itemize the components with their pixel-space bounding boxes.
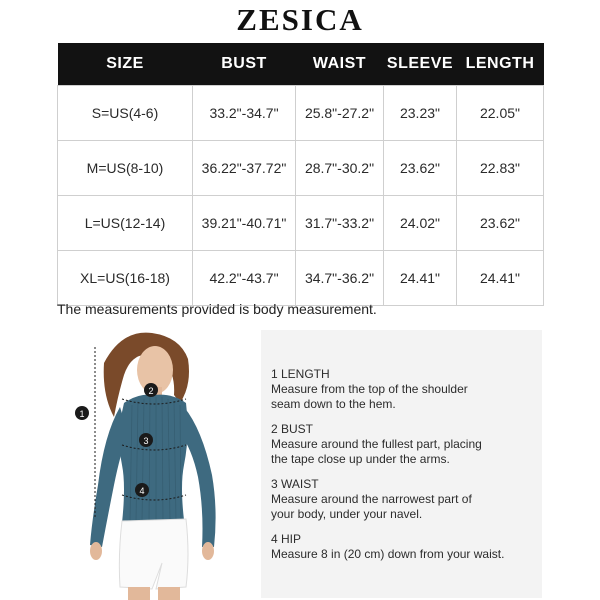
right-hand	[202, 542, 214, 560]
cell-length: 22.83"	[457, 141, 544, 196]
cell-sleeve: 23.62"	[384, 141, 457, 196]
svg-text:1: 1	[79, 409, 85, 419]
marker-bust	[144, 383, 158, 397]
guide-bust	[271, 422, 533, 467]
table-row	[58, 196, 544, 251]
measurement-guide	[271, 367, 533, 572]
guide-desc: Measure around the narrowest part of	[271, 492, 472, 506]
cell-sleeve: 23.23"	[384, 86, 457, 141]
table-header-row	[58, 43, 544, 86]
cell-size: M=US(8-10)	[58, 141, 193, 196]
guide-title: 1 LENGTH	[271, 367, 330, 381]
header-length: LENGTH	[457, 43, 544, 86]
table-row	[58, 141, 544, 196]
header-waist: WAIST	[296, 43, 384, 86]
cell-bust: 42.2"-43.7"	[193, 251, 296, 306]
header-bust: BUST	[193, 43, 296, 86]
cell-waist: 28.7"-30.2"	[296, 141, 384, 196]
brand-logo: ZESICA	[236, 2, 364, 37]
header-size: SIZE	[58, 43, 193, 86]
cell-waist: 31.7"-33.2"	[296, 196, 384, 251]
model-figure	[90, 333, 216, 600]
guide-hip	[271, 532, 533, 562]
cell-size: XL=US(16-18)	[58, 251, 193, 306]
cell-length: 22.05"	[457, 86, 544, 141]
cell-length: 24.41"	[457, 251, 544, 306]
marker-length	[75, 406, 89, 420]
svg-text:4: 4	[139, 486, 145, 496]
cell-bust: 39.21"-40.71"	[193, 196, 296, 251]
left-leg	[128, 587, 150, 600]
cell-sleeve: 24.02"	[384, 196, 457, 251]
table-row	[58, 251, 544, 306]
right-leg	[158, 587, 180, 600]
guide-desc: Measure 8 in (20 cm) down from your waist.	[271, 547, 505, 561]
guide-length	[271, 367, 533, 412]
guide-title: 4 HIP	[271, 532, 302, 546]
guide-desc: Measure from the top of the shoulder	[271, 382, 468, 396]
guide-desc: Measure around the fullest part, placing	[271, 437, 482, 451]
guide-title: 3 WAIST	[271, 477, 319, 491]
guide-title: 2 BUST	[271, 422, 314, 436]
cell-waist: 25.8"-27.2"	[296, 86, 384, 141]
cell-length: 23.62"	[457, 196, 544, 251]
marker-hip	[135, 483, 149, 497]
guide-waist	[271, 477, 533, 522]
measurement-note: The measurements provided is body measurement.	[57, 301, 377, 317]
cell-waist: 34.7"-36.2"	[296, 251, 384, 306]
header-sleeve: SLEEVE	[384, 43, 457, 86]
svg-text:2: 2	[148, 386, 154, 396]
table-row	[58, 86, 544, 141]
model-photo	[62, 325, 262, 600]
left-hand	[90, 542, 102, 560]
cell-bust: 33.2"-34.7"	[193, 86, 296, 141]
skirt	[119, 519, 188, 589]
guide-desc: your body, under your navel.	[271, 507, 423, 521]
svg-text:3: 3	[143, 436, 149, 446]
marker-waist	[139, 433, 153, 447]
cell-size: S=US(4-6)	[58, 86, 193, 141]
size-chart-table	[57, 43, 544, 306]
cell-sleeve: 24.41"	[384, 251, 457, 306]
sweater-body	[119, 395, 187, 523]
cell-size: L=US(12-14)	[58, 196, 193, 251]
guide-desc: the tape close up under the arms.	[271, 452, 450, 466]
guide-desc: seam down to the hem.	[271, 397, 396, 411]
cell-bust: 36.22"-37.72"	[193, 141, 296, 196]
